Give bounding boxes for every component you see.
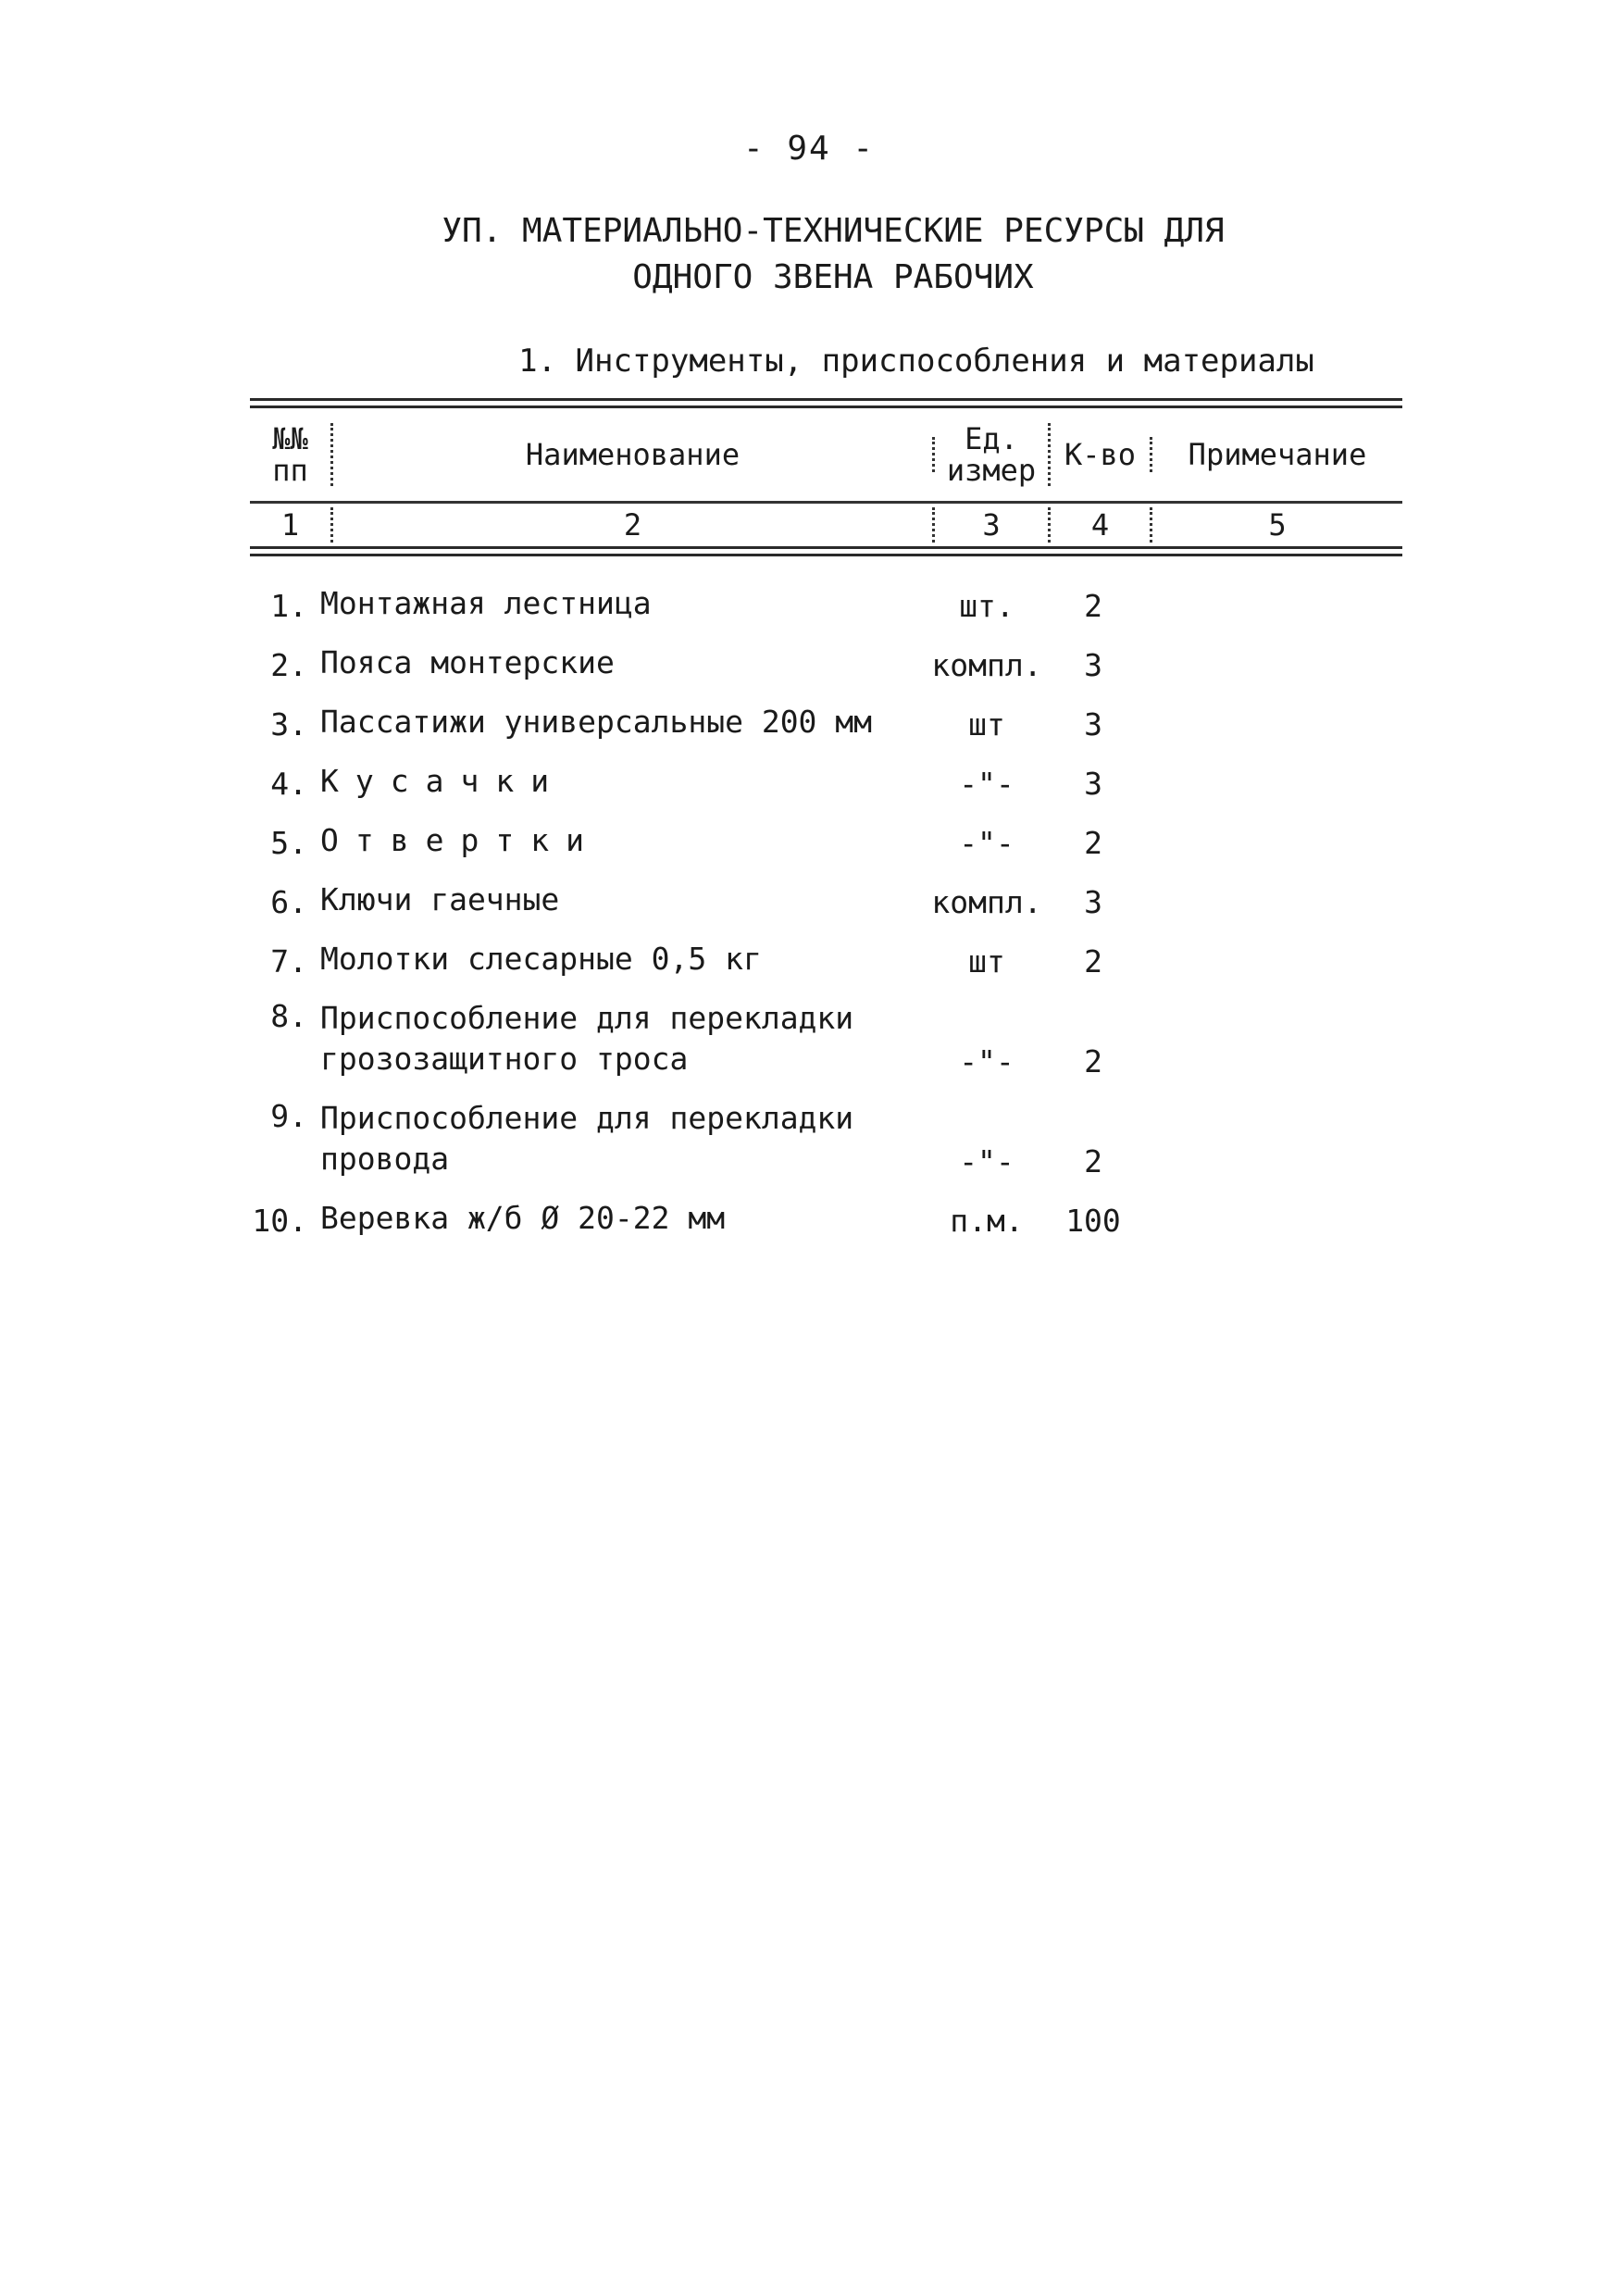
row-unit: шт.	[959, 588, 1014, 624]
header-unit-line2: измер	[946, 453, 1037, 488]
table-row	[250, 761, 1402, 802]
row-name: Кусачки	[320, 763, 566, 799]
table-row	[250, 702, 1402, 742]
column-number: 1	[250, 507, 333, 543]
row-qty: 2	[1084, 1143, 1102, 1179]
row-name-line1: Приспособление для перекладки	[320, 1100, 854, 1136]
row-number: 2.	[270, 647, 307, 683]
header-unit	[935, 423, 1051, 486]
table-row	[250, 1098, 1402, 1179]
row-name: Отвертки	[320, 822, 601, 858]
table-body	[250, 583, 1402, 1257]
header-number	[250, 423, 333, 486]
row-qty: 100	[1065, 1203, 1121, 1239]
table-row	[250, 643, 1402, 683]
subsection-title: 1. Инструменты, приспособления и материалы	[518, 343, 1314, 380]
row-number: 10.	[252, 1203, 307, 1239]
header-name: Наименование	[333, 437, 935, 472]
table-row	[250, 583, 1402, 624]
header-qty: К-во	[1051, 437, 1152, 472]
row-number: 5.	[270, 825, 307, 861]
row-name: Пассатижи универсальные 200 мм	[320, 704, 873, 740]
column-number: 5	[1268, 507, 1287, 543]
row-qty: 2	[1084, 588, 1102, 624]
row-number: 8.	[270, 998, 307, 1034]
row-name: Молотки слесарные 0,5 кг	[320, 941, 762, 977]
row-name: Веревка ж/б Ø 20-22 мм	[320, 1200, 726, 1236]
row-qty: 3	[1084, 884, 1102, 920]
column-number: 4	[1051, 507, 1152, 543]
row-name: Пояса монтерские	[320, 644, 615, 680]
row-unit: шт	[968, 706, 1005, 742]
bottom-double-rule	[250, 546, 1402, 556]
row-qty: 3	[1084, 706, 1102, 742]
table-row	[250, 939, 1402, 980]
header-number-line1: №№	[272, 421, 308, 456]
column-number: 2	[333, 507, 935, 543]
row-qty: 2	[1084, 1043, 1102, 1079]
table-row	[250, 998, 1402, 1079]
row-qty: 3	[1084, 647, 1102, 683]
row-unit: -"-	[959, 1143, 1014, 1179]
row-name	[320, 1098, 931, 1179]
title-line-1: УП. МАТЕРИАЛЬНО-ТЕХНИЧЕСКИЕ РЕСУРСЫ ДЛЯ	[442, 212, 1225, 250]
row-number: 1.	[270, 588, 307, 624]
header-row	[250, 408, 1402, 501]
top-double-rule	[250, 398, 1402, 408]
header-unit-line1: Ед.	[965, 421, 1018, 456]
row-name: Монтажная лестница	[320, 585, 652, 621]
row-name: Ключи гаечные	[320, 881, 560, 917]
header-note: Примечание	[1188, 437, 1367, 472]
row-number: 6.	[270, 884, 307, 920]
page-number: - 94 -	[742, 130, 876, 168]
row-unit: -"-	[959, 1043, 1014, 1079]
column-number-row	[250, 504, 1402, 546]
row-name-line2: провода	[320, 1141, 450, 1177]
section-title	[278, 208, 1388, 301]
table-row	[250, 880, 1402, 920]
header-number-line2: пп	[272, 453, 308, 488]
row-unit: компл.	[931, 647, 1042, 683]
row-unit: -"-	[959, 825, 1014, 861]
row-qty: 2	[1084, 943, 1102, 980]
row-qty: 3	[1084, 766, 1102, 802]
row-unit: -"-	[959, 766, 1014, 802]
column-number: 3	[935, 507, 1051, 543]
row-name-line1: Приспособление для перекладки	[320, 1000, 854, 1036]
row-unit: компл.	[931, 884, 1042, 920]
row-number: 7.	[270, 943, 307, 980]
row-name	[320, 998, 931, 1079]
row-number: 9.	[270, 1098, 307, 1134]
row-unit: шт	[968, 943, 1005, 980]
row-name-line2: грозозащитного троса	[320, 1041, 689, 1077]
title-line-2: ОДНОГО ЗВЕНА РАБОЧИХ	[632, 258, 1034, 296]
row-qty: 2	[1084, 825, 1102, 861]
row-number: 4.	[270, 766, 307, 802]
table-header	[250, 398, 1402, 556]
table-row	[250, 820, 1402, 861]
row-unit: п.м.	[950, 1203, 1024, 1239]
table-row	[250, 1198, 1402, 1239]
row-number: 3.	[270, 706, 307, 742]
